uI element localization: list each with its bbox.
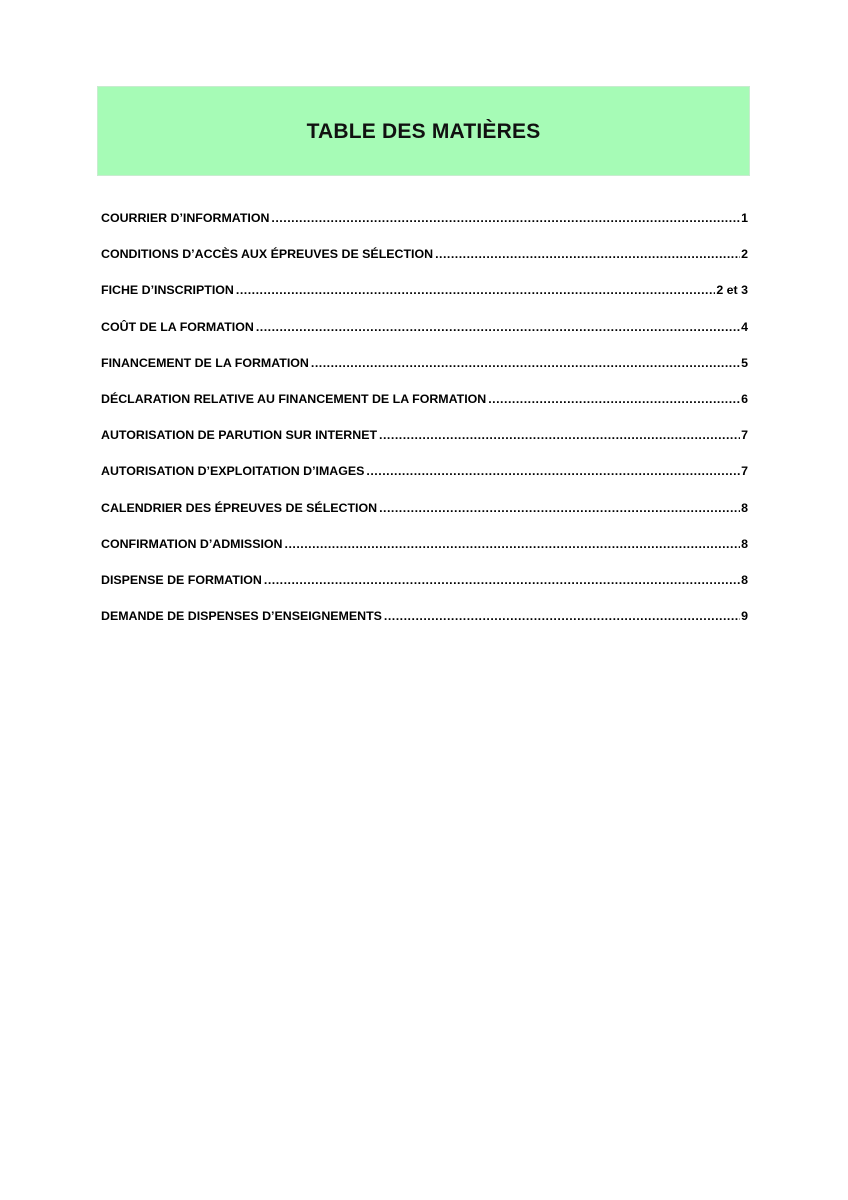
toc-page-number: 9	[741, 609, 748, 624]
toc-entry-label: DEMANDE DE DISPENSES D’ENSEIGNEMENTS	[101, 609, 382, 624]
toc-dot-leader	[379, 501, 740, 515]
toc-page-number: 1	[741, 211, 748, 225]
title-banner	[98, 87, 749, 175]
toc-entry-label: COÛT DE LA FORMATION	[101, 319, 254, 334]
toc-page-number: 2	[741, 247, 748, 262]
toc-page-number: 8	[741, 500, 748, 515]
toc-entry-financement[interactable]	[101, 356, 748, 392]
toc-entry-label: CONFIRMATION D’ADMISSION	[101, 536, 283, 551]
toc-entry-calendrier[interactable]	[101, 501, 748, 537]
toc-entry-label: FICHE D’INSCRIPTION	[101, 283, 234, 298]
toc-entry-courrier[interactable]	[101, 211, 748, 247]
toc-entry-declaration[interactable]	[101, 392, 748, 428]
toc-entry-label: FINANCEMENT DE LA FORMATION	[101, 355, 309, 370]
toc-entry-cout[interactable]	[101, 320, 748, 356]
toc-dot-leader	[271, 211, 740, 225]
toc-dot-leader	[311, 356, 740, 370]
page-title: TABLE DES MATIÈRES	[306, 120, 541, 143]
toc-dot-leader	[384, 609, 740, 623]
toc-dot-leader	[435, 247, 740, 261]
toc-entry-label: AUTORISATION DE PARUTION SUR INTERNET	[101, 428, 378, 443]
toc-entry-confirmation[interactable]	[101, 537, 748, 573]
toc-dot-leader	[379, 428, 740, 442]
toc-page-number: 6	[741, 391, 748, 406]
toc-page-number: 5	[741, 355, 748, 370]
toc-dot-leader	[236, 283, 715, 297]
toc-entry-label: AUTORISATION D’EXPLOITATION D’IMAGES	[101, 464, 365, 479]
toc-dot-leader	[488, 392, 740, 406]
toc-page-number: 2 et 3	[716, 283, 748, 298]
toc-entry-conditions[interactable]	[101, 247, 748, 283]
toc-page-number: 4	[741, 319, 748, 334]
toc-entry-label: CONDITIONS D’ACCÈS AUX ÉPREUVES DE SÉLECTION	[101, 247, 434, 262]
toc-page-number: 7	[741, 464, 748, 479]
toc-dot-leader	[256, 320, 740, 334]
toc-entry-label: COURRIER D’INFORMATION	[101, 211, 270, 225]
toc-page-number: 8	[741, 572, 748, 587]
toc-page-number: 8	[741, 536, 748, 551]
toc-entry-label: DÉCLARATION RELATIVE AU FINANCEMENT DE LA FORMATION	[101, 391, 487, 406]
toc-entry-parution-internet[interactable]	[101, 428, 748, 464]
toc-dot-leader	[366, 464, 740, 478]
toc-entry-label: DISPENSE DE FORMATION	[101, 572, 262, 587]
toc-entry-label: CALENDRIER DES ÉPREUVES DE SÉLECTION	[101, 500, 378, 515]
toc-entry-dispense-formation[interactable]	[101, 573, 748, 609]
toc-dot-leader	[285, 537, 741, 551]
toc-entry-dispenses-enseignements[interactable]	[101, 609, 748, 645]
toc-page-number: 7	[741, 428, 748, 443]
table-of-contents	[101, 211, 748, 645]
toc-entry-exploitation-images[interactable]	[101, 464, 748, 500]
toc-entry-fiche-inscription[interactable]	[101, 283, 748, 319]
toc-dot-leader	[264, 573, 740, 587]
